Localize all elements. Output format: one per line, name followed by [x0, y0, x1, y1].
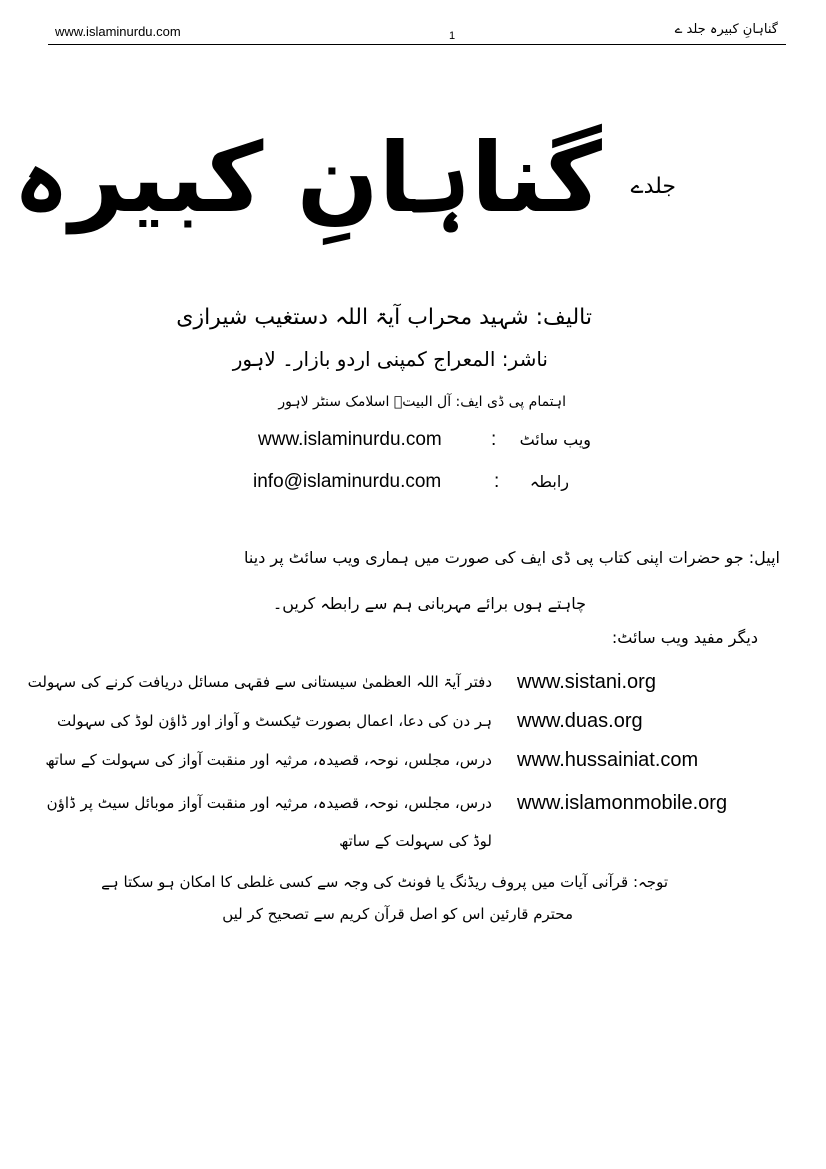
email-separator: :	[494, 471, 500, 492]
note-line-2: محترم قارئین اس کو اصل قرآن کریم سے تصحیح کر لیں	[222, 905, 573, 923]
author-line: تالیف: شہید محراب آیۃ اللہ دستغیب شیرازی	[176, 305, 592, 330]
site-desc-duas: ہر دن کی دعا، اعمال بصورت ٹیکسٹ و آواز اور ڈاؤن لوڈ کی سہولت	[57, 712, 492, 730]
appeal-line-2: چاہتے ہوں برائے مہربانی ہم سے رابطہ کریں۔	[272, 594, 586, 613]
pdf-arranged-by-line: اہتمام پی ڈی ایف: آل البیتؑ اسلامک سنٹر لاہور	[278, 394, 566, 410]
book-title: گناہانِ کبیرہ	[13, 122, 602, 234]
header-divider	[48, 44, 786, 45]
email-label: رابطہ	[529, 472, 569, 491]
email-link[interactable]: info@islaminurdu.com	[253, 471, 442, 492]
site-desc-islamonmobile: درس، مجلس، نوحہ، قصیدہ، مرثیہ اور منقبت آواز موبائل سیٹ پر ڈاؤن	[46, 794, 492, 812]
site-link-sistani[interactable]: www.sistani.org	[517, 671, 656, 693]
site-link-islamonmobile[interactable]: www.islamonmobile.org	[517, 792, 728, 814]
note-line-1: توجہ: قرآنی آیات میں پروف ریڈنگ یا فونٹ کی وجہ سے کسی غلطی کا امکان ہو سکتا ہے	[101, 873, 668, 891]
appeal-line-1: اپیل: جو حضرات اپنی کتاب پی ڈی ایف کی صورت میں ہماری ویب سائٹ پر دینا	[244, 548, 780, 567]
other-sites-heading: دیگر مفید ویب سائٹ:	[611, 628, 758, 647]
site-desc-hussainiat: درس، مجلس، نوحہ، قصیدہ، مرثیہ اور منقبت آواز کی سہولت کے ساتھ	[45, 751, 492, 769]
header-website: www.islaminurdu.com	[55, 24, 181, 39]
website-separator: :	[491, 429, 497, 450]
publisher-line: ناشر: المعراج کمپنی اردو بازار۔ لاہور	[232, 347, 548, 371]
site-link-duas[interactable]: www.duas.org	[517, 710, 643, 732]
site-desc-islamonmobile-cont: لوڈ کی سہولت کے ساتھ	[339, 832, 492, 850]
running-title: گناہانِ کبیرہ جلد ے	[674, 22, 778, 37]
site-link-hussainiat[interactable]: www.hussainiat.com	[517, 749, 699, 771]
site-desc-sistani: دفتر آیۃ اللہ العظمیٰ سیستانی سے فقہی مسائل دریافت کرنے کی سہولت	[27, 673, 492, 691]
page-number: 1	[449, 30, 456, 42]
website-link[interactable]: www.islaminurdu.com	[258, 429, 442, 450]
website-label: ویب سائٹ	[519, 430, 591, 449]
volume-label: جلدے	[630, 174, 676, 199]
